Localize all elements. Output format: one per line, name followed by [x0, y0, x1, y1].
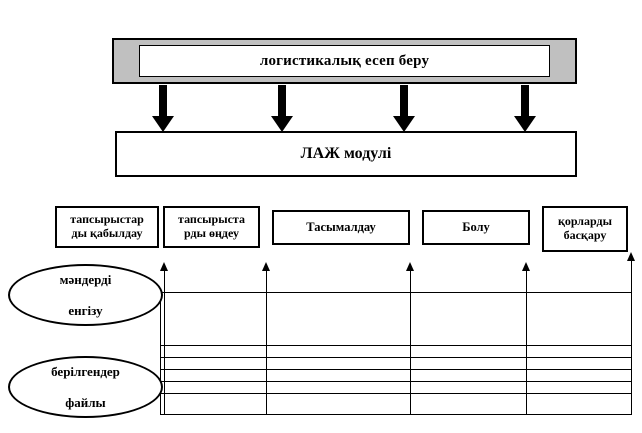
process-box-label: Тасымалдау: [306, 220, 376, 235]
flow-line-5: [160, 381, 632, 382]
process-box-resource-management: [542, 206, 628, 252]
thick-arrow-3: [393, 85, 415, 132]
ellipse-label-line1: мәндерді: [59, 271, 112, 287]
arrow-head: [514, 116, 536, 132]
process-box-order-intake: [55, 206, 159, 248]
process-box-label-line1: қорларды: [558, 214, 612, 229]
ellipse-label-line2: файлы: [65, 394, 106, 410]
thin-arrow-5: [627, 252, 636, 414]
arrow-stem: [159, 85, 167, 118]
flow-line-2: [160, 345, 632, 346]
flow-line-3: [160, 357, 632, 358]
process-box-label-line2: рды өңдеу: [184, 226, 239, 240]
flow-line-6: [160, 393, 632, 394]
arrow-head: [152, 116, 174, 132]
logistics-report-label: логистикалық есеп беру: [259, 52, 430, 69]
thin-arrow-2: [262, 262, 271, 414]
process-box-label-line1: тапсырыстар: [70, 212, 144, 227]
process-box-label-line2: басқару: [563, 228, 607, 242]
arrow-head: [393, 116, 415, 132]
thick-arrow-1: [152, 85, 174, 132]
thick-arrow-2: [271, 85, 293, 132]
ellipse-label-line1: берілгендер: [51, 363, 120, 379]
thick-arrow-4: [514, 85, 536, 132]
ellipse-label-line2: енгізу: [68, 302, 103, 318]
process-box-label-line1: тапсырыста: [178, 212, 245, 227]
arrow-stem: [278, 85, 286, 118]
flow-line-1: [160, 292, 632, 293]
arrow-stem: [631, 259, 632, 414]
module-box: [115, 131, 577, 177]
logistics-report-inner-box: [139, 45, 550, 77]
process-box-transport: [272, 210, 410, 245]
arrow-head: [271, 116, 293, 132]
arrow-stem: [521, 85, 529, 118]
module-label: ЛАЖ модулі: [300, 145, 392, 162]
logistics-report-bar: [112, 38, 577, 84]
process-box-storage: [422, 210, 530, 245]
ellipse-data-file: [8, 356, 163, 418]
thin-arrow-4: [522, 262, 531, 414]
left-connector-line: [160, 292, 161, 415]
flow-line-7: [160, 414, 632, 415]
process-box-order-processing: [163, 206, 260, 248]
process-box-label: Болу: [462, 220, 490, 235]
ellipse-data-entry: [8, 264, 163, 326]
arrow-stem: [400, 85, 408, 118]
flow-line-4: [160, 369, 632, 370]
process-box-label-line2: ды қабылдау: [71, 226, 143, 240]
thin-arrow-3: [406, 262, 415, 414]
